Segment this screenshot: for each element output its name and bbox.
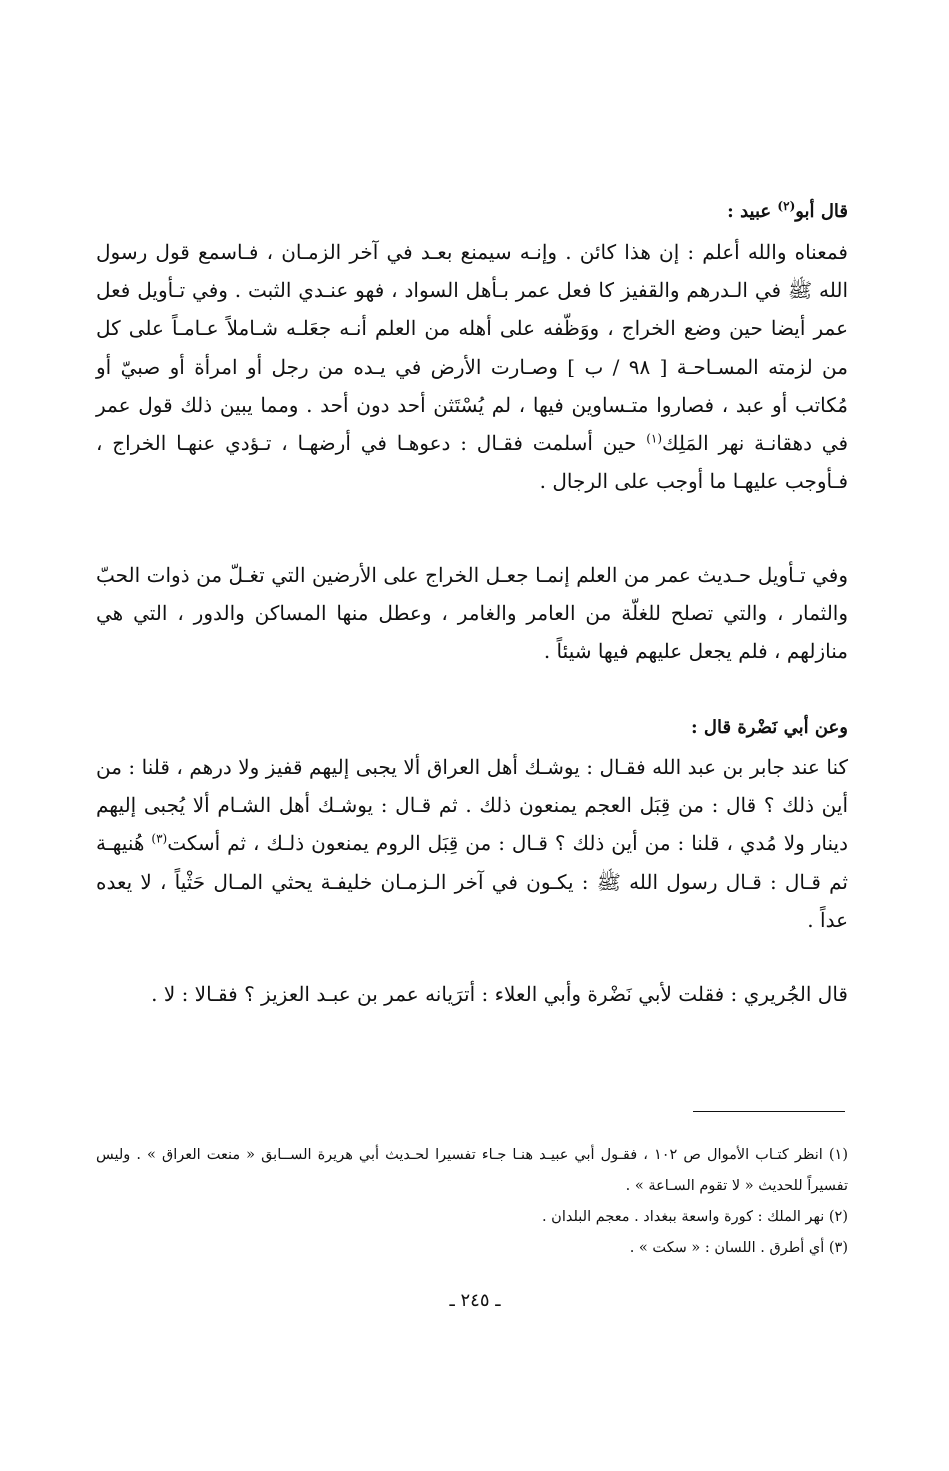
heading-text-rest: عبيد : [727,201,772,222]
paragraph-2 [96,556,848,671]
footnote-3: (٣) أي أطرق . اللسان : « سكت » . [629,1240,848,1256]
footnote-ref-1: (١) [646,431,663,446]
footnote-2: (٢) نهر الملك : كورة واسعة ببغداد . معجم البلدان . [541,1209,848,1225]
page-number: ـ ٢٤٥ ـ [449,1290,501,1311]
paragraph-1-text-rest: حين أسلمت فقـال : دعوهـا في أرضهـا ، تـؤدي عنهـا الخراج ، فـأوجب عليهـا ما أوجب على الرجال . [96,431,848,494]
footnote-ref-3: (٣) [151,831,168,846]
heading-text: قال أبو [795,201,848,222]
paragraph-4 [96,975,848,1013]
paragraph-3-text-rest: هُنيهـة ثم قـال : قـال رسول الله ﷺ : يكـون في آخر الـزمـان خليفـة يحثي المـال حَثْياً ، لا يعده عداً . [96,831,848,932]
paragraph-2-text: وفي تـأويل حـديث عمر من العلم إنمـا جعـل الخراج على الأرضين التي تغـلّ من ذوات الحبّ والثمار ، والتي تصلح للغلّة من العامر والغامر ، وعطل منها المساكن والدور ، التي هي منازلهم ، فلم يجعل عليهم فيها شيئاً . [96,563,848,664]
paragraph-1-text: فمعناه والله أعلم : إن هذا كائن . وإنـه سيمنع بعـد في آخر الزمـان ، فـاسمع قول رسول الله ﷺ في الـدرهم والقفيز كا فعل عمر بـأهل السواد ، فهو عنـدي الثبت . وفي تـأويل فعل عمر أيضا حين وضع الخراج ، ووَظّفه على أهله من العلم أنـه جعَلـه شـاملاً عـامـاً على كل من لزمته المسـاحـة [ ٩٨ / ب ] وصـارت الأرض في يـده من رجل أو امرأة أو صبيّ أو مُكاتب أو عبد ، فصاروا متـساوين فيها ، لم يُسْتَثن أحد دون أحد . ومما يبين ذلك قول عمر في دهقانـة نهر المَلِك [96,240,849,456]
paragraph-3 [96,748,848,939]
paragraph-3-text: كنا عند جابر بن عبد الله فقـال : يوشـك أهل العراق ألا يجبى إليهم قفيز ولا درهم ، قلنا : من أين ذلك ؟ قال : من قِبَل العجم يمنعون ذلك . ثم قـال : يوشـك أهل الشـام ألا يُجبى إليهم دينار ولا مُدي ، قلنا : من أين ذلك ؟ قـال : من قِبَل الروم يمنعون ذلـك ، ثم أسكت [96,755,848,856]
section-heading-abu-nadra: وعن أبي نَضْرة قال : [690,717,848,738]
paragraph-4-text: قال الجُريري : فقلت لأبي نَضْرة وأبي العلاء : أترَيانه عمر بن عبـد العزيز ؟ فقـالا : لا . [151,982,848,1006]
footnotes [96,1140,848,1264]
section-heading-abu-ubaid [727,201,848,223]
footnote-1: (١) انظر كتـاب الأموال ص ١٠٢ ، فقـول أبي عبيـد هنـا جـاء تفسيرا لحـديث أبي هريرة الســابق « منعت العراق » . وليس تفسيراً للحديث « لا تقوم السـاعة » . [96,1147,848,1194]
footnote-ref-2: (٢) [777,199,796,213]
footnote-separator [693,1111,845,1112]
paragraph-1 [96,233,848,500]
